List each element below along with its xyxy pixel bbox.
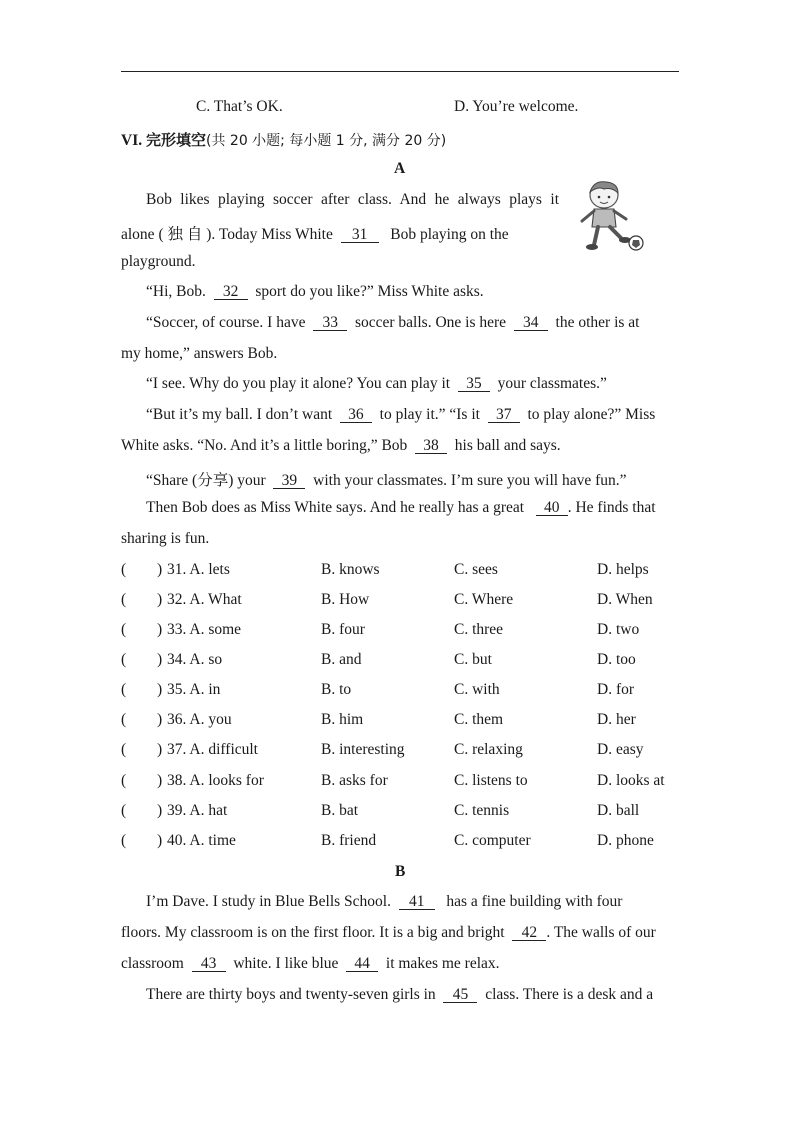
passage-a-p1-line2 xyxy=(121,222,509,244)
answer-paren-close[interactable]: ) xyxy=(157,802,163,819)
text: “Hi, Bob. xyxy=(146,283,206,300)
passage-b-p1 xyxy=(146,893,622,911)
option-d[interactable]: D. ball xyxy=(597,802,640,819)
text: it makes me relax. xyxy=(385,955,500,972)
passage-a-p1-line3: playground. xyxy=(121,253,196,270)
text: “But it’s my ball. I don’t want xyxy=(146,406,333,423)
text: white. I like blue xyxy=(233,955,339,972)
answer-paren-open[interactable]: ( xyxy=(121,561,127,578)
prev-option-c: C. That’s OK. xyxy=(196,98,283,115)
section-number: VI. xyxy=(121,132,143,149)
option-d[interactable]: D. When xyxy=(597,591,653,608)
text: White asks. “No. And it’s a little boring,” Bob xyxy=(121,437,408,454)
answer-paren-open[interactable]: ( xyxy=(121,591,127,608)
text: . He finds that xyxy=(567,499,656,516)
blank-36[interactable]: 36 xyxy=(340,407,372,423)
text: with your classmates. I’m sure you will have fun.” xyxy=(313,472,627,489)
option-c[interactable]: C. Where xyxy=(454,591,514,608)
passage-a-p4 xyxy=(146,375,607,393)
blank-39[interactable]: 39 xyxy=(273,473,305,489)
option-a[interactable]: 34. A. so xyxy=(167,651,223,668)
passage-b-p1-line2 xyxy=(121,924,656,942)
option-b[interactable]: B. How xyxy=(321,591,370,608)
option-c[interactable]: C. but xyxy=(454,651,492,668)
option-c[interactable]: C. sees xyxy=(454,561,498,578)
answer-paren-close[interactable]: ) xyxy=(157,772,163,789)
option-a[interactable]: 40. A. time xyxy=(167,832,236,849)
option-b[interactable]: B. asks for xyxy=(321,772,388,789)
option-a[interactable]: 32. A. What xyxy=(167,591,242,608)
answer-paren-close[interactable]: ) xyxy=(157,832,163,849)
answer-paren-close[interactable]: ) xyxy=(157,681,163,698)
passage-a-label: A xyxy=(394,160,406,177)
text: class. There is a desk and a xyxy=(485,986,654,1003)
answer-paren-open[interactable]: ( xyxy=(121,772,127,789)
option-d[interactable]: D. for xyxy=(597,681,635,698)
text: “Soccer, of course. I have xyxy=(146,314,306,331)
text: There are thirty boys and twenty-seven girls in xyxy=(146,986,436,1003)
answer-paren-open[interactable]: ( xyxy=(121,621,127,638)
text: to play it.” “Is it xyxy=(379,406,480,423)
answer-paren-open[interactable]: ( xyxy=(121,832,127,849)
passage-a-p7 xyxy=(146,499,656,517)
option-d[interactable]: D. easy xyxy=(597,741,644,758)
text: sport do you like?” Miss White asks. xyxy=(255,283,484,300)
text: the other is at xyxy=(555,314,640,331)
passage-a-p1-line1: Bob likes playing soccer after class. And he always plays it xyxy=(146,191,559,208)
option-a[interactable]: 36. A. you xyxy=(167,711,232,728)
option-c[interactable]: C. them xyxy=(454,711,504,728)
text: Then Bob does as Miss White says. And he really has a great xyxy=(146,499,525,516)
blank-33[interactable]: 33 xyxy=(313,315,347,331)
option-b[interactable]: B. bat xyxy=(321,802,359,819)
text: floors. My classroom is on the first floor. It is a big and bright xyxy=(121,924,505,941)
blank-41[interactable]: 41 xyxy=(399,894,435,910)
option-c[interactable]: C. tennis xyxy=(454,802,510,819)
text: classroom xyxy=(121,955,184,972)
answer-paren-close[interactable]: ) xyxy=(157,561,163,578)
answer-paren-close[interactable]: ) xyxy=(157,651,163,668)
answer-paren-close[interactable]: ) xyxy=(157,711,163,728)
option-c[interactable]: C. computer xyxy=(454,832,531,849)
text: Bob playing on the xyxy=(390,226,509,243)
text: “I see. Why do you play it alone? You can play it xyxy=(146,375,451,392)
option-b[interactable]: B. interesting xyxy=(321,741,405,758)
answer-paren-open[interactable]: ( xyxy=(121,651,127,668)
answer-paren-open[interactable]: ( xyxy=(121,802,127,819)
text: I’m Dave. I study in Blue Bells School. xyxy=(146,893,391,910)
text: . The walls of our xyxy=(546,924,656,941)
option-d[interactable]: D. helps xyxy=(597,561,649,578)
blank-32[interactable]: 32 xyxy=(214,284,248,300)
text: alone ( 独 自 ). Today Miss White xyxy=(121,226,333,243)
text: to play alone?” Miss xyxy=(527,406,656,423)
blank-35[interactable]: 35 xyxy=(458,376,490,392)
blank-44[interactable]: 44 xyxy=(346,956,378,972)
blank-43[interactable]: 43 xyxy=(192,956,226,972)
passage-b-p1-line3 xyxy=(121,955,500,973)
option-a[interactable]: 35. A. in xyxy=(167,681,221,698)
passage-a-p3-line2: my home,” answers Bob. xyxy=(121,345,278,362)
text: your classmates.” xyxy=(497,375,607,392)
option-a[interactable]: 31. A. lets xyxy=(167,561,230,578)
passage-a-p3 xyxy=(146,314,639,332)
option-b[interactable]: B. knows xyxy=(321,561,380,578)
answer-paren-open[interactable]: ( xyxy=(121,711,127,728)
top-divider xyxy=(121,71,679,72)
option-a[interactable]: 33. A. some xyxy=(167,621,242,638)
option-d[interactable]: D. two xyxy=(597,621,640,638)
blank-45[interactable]: 45 xyxy=(443,987,477,1003)
option-c[interactable]: C. relaxing xyxy=(454,741,523,758)
answer-paren-open[interactable]: ( xyxy=(121,681,127,698)
passage-b-label: B xyxy=(395,863,406,880)
blank-31[interactable]: 31 xyxy=(341,227,379,243)
option-d[interactable]: D. her xyxy=(597,711,636,728)
passage-a-p2 xyxy=(146,283,484,301)
passage-a-p7-line2: sharing is fun. xyxy=(121,530,210,547)
option-b[interactable]: B. four xyxy=(321,621,365,638)
passage-a-p6 xyxy=(146,468,627,490)
answer-paren-close[interactable]: ) xyxy=(157,741,163,758)
option-d[interactable]: D. phone xyxy=(597,832,654,849)
answer-paren-open[interactable]: ( xyxy=(121,741,127,758)
answer-paren-close[interactable]: ) xyxy=(157,621,163,638)
blank-42[interactable]: 42 xyxy=(512,925,546,941)
section-title: 完形填空 xyxy=(145,131,206,149)
option-b[interactable]: B. friend xyxy=(321,832,377,849)
answer-paren-close[interactable]: ) xyxy=(157,591,163,608)
option-b[interactable]: B. him xyxy=(321,711,364,728)
text: soccer balls. One is here xyxy=(354,314,507,331)
blank-38[interactable]: 38 xyxy=(415,438,447,454)
text: his ball and says. xyxy=(454,437,561,454)
boy-playing-soccer-illustration xyxy=(572,179,648,257)
passage-a-p5-line2 xyxy=(121,437,561,455)
blank-40[interactable]: 40 xyxy=(536,500,568,516)
passage-b-p2 xyxy=(146,986,653,1004)
option-c[interactable]: C. listens to xyxy=(454,772,528,789)
blank-37[interactable]: 37 xyxy=(488,407,520,423)
option-b[interactable]: B. and xyxy=(321,651,362,668)
blank-34[interactable]: 34 xyxy=(514,315,548,331)
section-note: (共 20 小题; 每小题 1 分, 满分 20 分) xyxy=(206,133,447,149)
option-a[interactable]: 38. A. looks for xyxy=(167,772,264,789)
text: “Share (分享) your xyxy=(146,472,266,489)
passage-a-p5 xyxy=(146,406,655,424)
option-a[interactable]: 39. A. hat xyxy=(167,802,228,819)
option-c[interactable]: C. three xyxy=(454,621,504,638)
option-a[interactable]: 37. A. difficult xyxy=(167,741,258,758)
option-d[interactable]: D. too xyxy=(597,651,636,668)
section-heading xyxy=(121,129,446,150)
option-b[interactable]: B. to xyxy=(321,681,352,698)
option-c[interactable]: C. with xyxy=(454,681,500,698)
text: has a fine building with four xyxy=(446,893,623,910)
prev-option-d: D. You’re welcome. xyxy=(454,98,579,115)
option-d[interactable]: D. looks at xyxy=(597,772,665,789)
